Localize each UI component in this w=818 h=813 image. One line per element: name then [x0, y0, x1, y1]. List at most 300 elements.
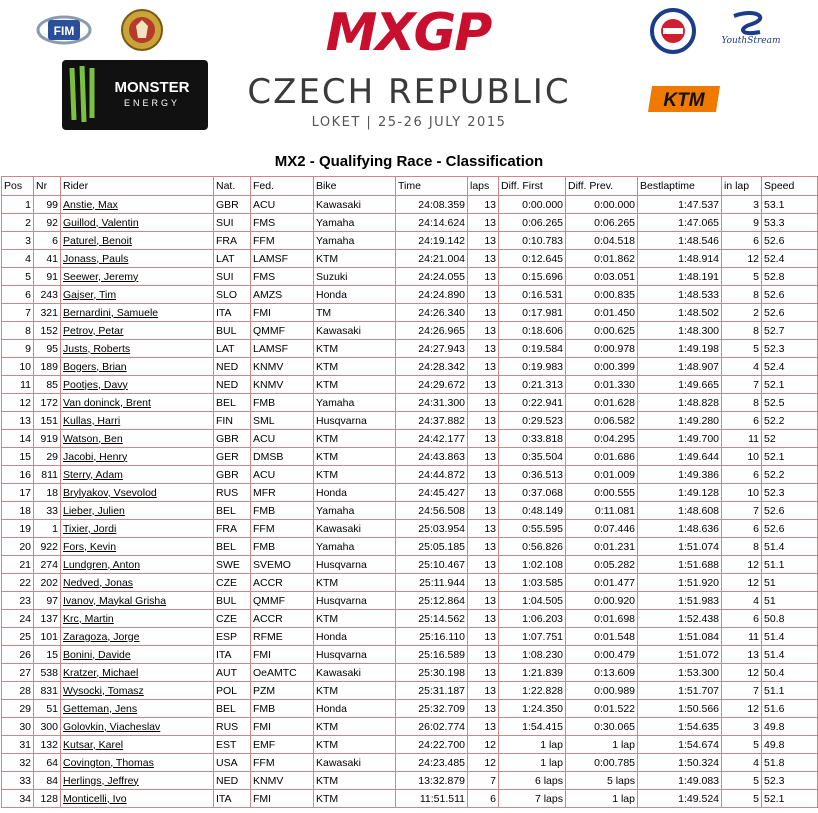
table-row [2, 772, 818, 790]
mxgp-logo [300, 6, 516, 56]
cell-in-lap: 10 [722, 484, 762, 502]
cell-pos: 4 [2, 250, 34, 268]
cell-nr: 99 [34, 196, 61, 214]
cell-nat: FRA [214, 520, 251, 538]
event-title: CZECH REPUBLIC [247, 72, 571, 112]
cell-laps: 13 [468, 718, 499, 736]
cell-diff-first: 0:35.504 [499, 448, 566, 466]
classification-table [1, 176, 818, 808]
cell-rider[interactable]: Golovkin, Viacheslav [61, 718, 214, 736]
svg-text:KTM: KTM [663, 90, 705, 111]
cell-speed: 52.8 [762, 268, 818, 286]
table-row [2, 394, 818, 412]
cell-laps: 12 [468, 754, 499, 772]
table-row [2, 196, 818, 214]
cell-time: 24:43.863 [396, 448, 468, 466]
cell-pos: 30 [2, 718, 34, 736]
cell-diff-prev: 0:00.625 [566, 322, 638, 340]
svg-text:ENERGY: ENERGY [123, 98, 181, 108]
cell-diff-prev: 0:01.548 [566, 628, 638, 646]
cell-diff-prev: 0:13.609 [566, 664, 638, 682]
cell-laps: 13 [468, 358, 499, 376]
table-row [2, 286, 818, 304]
column-header-bestlaptime: Bestlaptime [638, 177, 722, 196]
table-row [2, 574, 818, 592]
cell-nat: NED [214, 358, 251, 376]
cell-speed: 50.8 [762, 610, 818, 628]
cell-nr: 274 [34, 556, 61, 574]
cell-in-lap: 7 [722, 502, 762, 520]
cell-rider[interactable]: Seewer, Jeremy [61, 268, 214, 286]
cell-in-lap: 6 [722, 610, 762, 628]
cell-bestlaptime: 1:51.983 [638, 592, 722, 610]
cell-time: 24:22.700 [396, 736, 468, 754]
cell-nr: 128 [34, 790, 61, 808]
table-row [2, 736, 818, 754]
cell-fed: MFR [251, 484, 314, 502]
cell-diff-first: 0:33.818 [499, 430, 566, 448]
cell-speed: 53.1 [762, 196, 818, 214]
cell-time: 24:19.142 [396, 232, 468, 250]
cell-nr: 41 [34, 250, 61, 268]
cell-bestlaptime: 1:48.533 [638, 286, 722, 304]
cell-time: 24:28.342 [396, 358, 468, 376]
cell-in-lap: 12 [722, 700, 762, 718]
cell-pos: 33 [2, 772, 34, 790]
cell-fed: EMF [251, 736, 314, 754]
cell-pos: 8 [2, 322, 34, 340]
cell-rider[interactable]: Herlings, Jeffrey [61, 772, 214, 790]
cell-pos: 1 [2, 196, 34, 214]
cell-bike: Kawasaki [314, 664, 396, 682]
cell-nr: 18 [34, 484, 61, 502]
table-row [2, 628, 818, 646]
cell-diff-first: 0:37.068 [499, 484, 566, 502]
cell-fed: FFM [251, 754, 314, 772]
cell-pos: 24 [2, 610, 34, 628]
cell-rider[interactable]: Brylyakov, Vsevolod [61, 484, 214, 502]
table-row [2, 484, 818, 502]
cell-bike: Kawasaki [314, 196, 396, 214]
cell-speed: 53.3 [762, 214, 818, 232]
cell-fed: PZM [251, 682, 314, 700]
cell-pos: 29 [2, 700, 34, 718]
cell-rider[interactable]: Guillod, Valentin [61, 214, 214, 232]
cell-in-lap: 3 [722, 718, 762, 736]
cell-laps: 13 [468, 196, 499, 214]
youthstream-logo [716, 10, 786, 46]
cell-time: 24:45.427 [396, 484, 468, 502]
column-header-diff-prev: Diff. Prev. [566, 177, 638, 196]
cell-time: 11:51.511 [396, 790, 468, 808]
cell-rider[interactable]: Anstie, Max [61, 196, 214, 214]
cell-in-lap: 3 [722, 196, 762, 214]
cell-time: 25:03.954 [396, 520, 468, 538]
cell-rider[interactable]: Jacobi, Henry [61, 448, 214, 466]
cell-fed: FFM [251, 232, 314, 250]
cell-bestlaptime: 1:48.828 [638, 394, 722, 412]
cell-fed: LAMSF [251, 340, 314, 358]
cell-nat: SUI [214, 214, 251, 232]
cell-in-lap: 5 [722, 772, 762, 790]
table-row [2, 664, 818, 682]
cell-nat: CZE [214, 610, 251, 628]
cell-rider[interactable]: Pootjes, Davy [61, 376, 214, 394]
cell-nr: 97 [34, 592, 61, 610]
cell-rider[interactable]: Kutsar, Karel [61, 736, 214, 754]
cell-rider[interactable]: Watson, Ben [61, 430, 214, 448]
cell-rider[interactable]: Getteman, Jens [61, 700, 214, 718]
cell-bestlaptime: 1:48.636 [638, 520, 722, 538]
cell-bestlaptime: 1:52.438 [638, 610, 722, 628]
cell-bike: KTM [314, 448, 396, 466]
cell-nr: 95 [34, 340, 61, 358]
cell-in-lap: 2 [722, 304, 762, 322]
cell-diff-first: 0:17.981 [499, 304, 566, 322]
cell-rider[interactable]: Lundgren, Anton [61, 556, 214, 574]
cell-diff-first: 1:21.839 [499, 664, 566, 682]
cell-bestlaptime: 1:51.074 [638, 538, 722, 556]
cell-time: 24:21.004 [396, 250, 468, 268]
cell-diff-prev: 0:00.000 [566, 196, 638, 214]
cell-diff-first: 1:03.585 [499, 574, 566, 592]
cell-bike: Kawasaki [314, 322, 396, 340]
cell-nr: 101 [34, 628, 61, 646]
cell-laps: 13 [468, 502, 499, 520]
cell-time: 24:56.508 [396, 502, 468, 520]
monster-energy-logo [62, 60, 208, 130]
cell-diff-first: 0:10.783 [499, 232, 566, 250]
cell-speed: 52.6 [762, 304, 818, 322]
cell-diff-prev: 0:01.862 [566, 250, 638, 268]
cell-fed: FFM [251, 520, 314, 538]
cell-nat: GBR [214, 430, 251, 448]
cell-nat: BUL [214, 592, 251, 610]
cell-in-lap: 12 [722, 574, 762, 592]
cell-diff-prev: 0:05.282 [566, 556, 638, 574]
cell-bestlaptime: 1:49.644 [638, 448, 722, 466]
cell-rider[interactable]: Sterry, Adam [61, 466, 214, 484]
cell-nat: EST [214, 736, 251, 754]
cell-fed: FMI [251, 304, 314, 322]
cell-bike: Yamaha [314, 232, 396, 250]
cell-laps: 13 [468, 268, 499, 286]
cell-rider[interactable]: Bonini, Davide [61, 646, 214, 664]
cell-nat: BEL [214, 502, 251, 520]
cell-rider[interactable]: Petrov, Petar [61, 322, 214, 340]
cell-rider[interactable]: Kratzer, Michael [61, 664, 214, 682]
column-header-diff-first: Diff. First [499, 177, 566, 196]
cell-time: 25:32.709 [396, 700, 468, 718]
cell-rider[interactable]: Kullas, Harri [61, 412, 214, 430]
cell-time: 24:23.485 [396, 754, 468, 772]
table-row [2, 556, 818, 574]
cell-rider[interactable]: Zaragoza, Jorge [61, 628, 214, 646]
cell-speed: 51.4 [762, 538, 818, 556]
cell-diff-first: 1:08.230 [499, 646, 566, 664]
cell-in-lap: 7 [722, 682, 762, 700]
cell-diff-first: 1:02.108 [499, 556, 566, 574]
cell-rider[interactable]: Gajser, Tim [61, 286, 214, 304]
cell-bestlaptime: 1:48.191 [638, 268, 722, 286]
cell-diff-prev: 0:04.295 [566, 430, 638, 448]
cell-diff-prev: 5 laps [566, 772, 638, 790]
cell-diff-prev: 0:01.330 [566, 376, 638, 394]
cell-in-lap: 4 [722, 592, 762, 610]
cell-fed: FMB [251, 394, 314, 412]
cell-time: 24:26.340 [396, 304, 468, 322]
cell-in-lap: 13 [722, 646, 762, 664]
cell-in-lap: 11 [722, 430, 762, 448]
cell-bestlaptime: 1:49.128 [638, 484, 722, 502]
cell-in-lap: 10 [722, 448, 762, 466]
cell-laps: 13 [468, 376, 499, 394]
cell-nr: 132 [34, 736, 61, 754]
cell-bike: Husqvarna [314, 412, 396, 430]
cell-time: 25:11.944 [396, 574, 468, 592]
cell-nat: SLO [214, 286, 251, 304]
cell-rider[interactable]: Ivanov, Maykal Grisha [61, 592, 214, 610]
cell-rider[interactable]: Monticelli, Ivo [61, 790, 214, 808]
cell-bike: Honda [314, 484, 396, 502]
cell-diff-prev: 0:11.081 [566, 502, 638, 520]
cell-time: 25:16.589 [396, 646, 468, 664]
cell-pos: 2 [2, 214, 34, 232]
cell-rider[interactable]: Nedved, Jonas [61, 574, 214, 592]
cell-time: 24:42.177 [396, 430, 468, 448]
cell-speed: 52.3 [762, 340, 818, 358]
cell-diff-first: 1 lap [499, 754, 566, 772]
cell-nr: 189 [34, 358, 61, 376]
cell-bike: Kawasaki [314, 754, 396, 772]
cell-diff-first: 0:56.826 [499, 538, 566, 556]
cell-diff-first: 1:06.203 [499, 610, 566, 628]
cell-bike: Kawasaki [314, 520, 396, 538]
cell-diff-prev: 0:30.065 [566, 718, 638, 736]
cell-diff-prev: 0:01.231 [566, 538, 638, 556]
cell-speed: 52.4 [762, 250, 818, 268]
cell-in-lap: 5 [722, 790, 762, 808]
cell-time: 25:30.198 [396, 664, 468, 682]
cell-rider[interactable]: Lieber, Julien [61, 502, 214, 520]
table-row [2, 592, 818, 610]
cell-speed: 52.2 [762, 466, 818, 484]
svg-text:MXGP: MXGP [325, 6, 491, 56]
cell-bestlaptime: 1:48.502 [638, 304, 722, 322]
cell-nat: ITA [214, 646, 251, 664]
cell-bestlaptime: 1:54.635 [638, 718, 722, 736]
cell-fed: FMB [251, 502, 314, 520]
cell-rider[interactable]: Jonass, Pauls [61, 250, 214, 268]
fim-logo [36, 12, 92, 48]
cell-bestlaptime: 1:49.524 [638, 790, 722, 808]
cell-time: 25:14.562 [396, 610, 468, 628]
cell-bestlaptime: 1:53.300 [638, 664, 722, 682]
cell-nat: GER [214, 448, 251, 466]
table-row [2, 790, 818, 808]
cell-diff-first: 0:36.513 [499, 466, 566, 484]
cell-fed: SML [251, 412, 314, 430]
cell-rider[interactable]: Fors, Kevin [61, 538, 214, 556]
table-row [2, 538, 818, 556]
cell-time: 24:24.055 [396, 268, 468, 286]
cell-in-lap: 9 [722, 214, 762, 232]
cell-diff-prev: 0:06.582 [566, 412, 638, 430]
cell-diff-prev: 0:00.835 [566, 286, 638, 304]
cell-nr: 91 [34, 268, 61, 286]
cell-nr: 172 [34, 394, 61, 412]
cell-diff-first: 1 lap [499, 736, 566, 754]
cell-pos: 3 [2, 232, 34, 250]
cell-rider[interactable]: Van doninck, Brent [61, 394, 214, 412]
cell-rider[interactable]: Bogers, Brian [61, 358, 214, 376]
svg-text:YouthStream: YouthStream [721, 36, 781, 46]
cell-bestlaptime: 1:50.324 [638, 754, 722, 772]
table-row [2, 610, 818, 628]
cell-nr: 29 [34, 448, 61, 466]
cell-bike: KTM [314, 574, 396, 592]
cell-pos: 20 [2, 538, 34, 556]
column-header-bike: Bike [314, 177, 396, 196]
cell-laps: 13 [468, 232, 499, 250]
column-header-nr: Nr [34, 177, 61, 196]
cell-nr: 64 [34, 754, 61, 772]
cell-nat: SUI [214, 268, 251, 286]
cell-diff-first: 0:21.313 [499, 376, 566, 394]
cell-speed: 52.6 [762, 232, 818, 250]
column-header-in-lap: in lap [722, 177, 762, 196]
cell-bike: Yamaha [314, 394, 396, 412]
cell-nat: NED [214, 772, 251, 790]
cell-pos: 27 [2, 664, 34, 682]
cell-speed: 51.4 [762, 628, 818, 646]
cell-bike: KTM [314, 430, 396, 448]
cell-pos: 16 [2, 466, 34, 484]
cell-nr: 151 [34, 412, 61, 430]
cell-laps: 7 [468, 772, 499, 790]
cell-pos: 10 [2, 358, 34, 376]
cell-diff-prev: 0:01.009 [566, 466, 638, 484]
cell-fed: QMMF [251, 322, 314, 340]
cell-diff-first: 1:07.751 [499, 628, 566, 646]
cell-bestlaptime: 1:48.907 [638, 358, 722, 376]
cell-fed: LAMSF [251, 250, 314, 268]
cell-pos: 14 [2, 430, 34, 448]
cell-rider[interactable]: Justs, Roberts [61, 340, 214, 358]
cell-pos: 25 [2, 628, 34, 646]
column-header-rider: Rider [61, 177, 214, 196]
cell-bestlaptime: 1:51.920 [638, 574, 722, 592]
cell-nat: ESP [214, 628, 251, 646]
cell-nr: 92 [34, 214, 61, 232]
cell-rider[interactable]: Tixier, Jordi [61, 520, 214, 538]
cell-fed: FMI [251, 646, 314, 664]
cell-time: 24:24.890 [396, 286, 468, 304]
cell-laps: 13 [468, 592, 499, 610]
cell-speed: 51.8 [762, 754, 818, 772]
cell-nr: 6 [34, 232, 61, 250]
cell-diff-first: 0:29.523 [499, 412, 566, 430]
cell-fed: ACCR [251, 574, 314, 592]
page-header [0, 0, 818, 150]
cell-bike: KTM [314, 790, 396, 808]
cell-speed: 50.4 [762, 664, 818, 682]
cell-rider[interactable]: Wysocki, Tomasz [61, 682, 214, 700]
cell-rider[interactable]: Paturel, Benoit [61, 232, 214, 250]
cell-fed: DMSB [251, 448, 314, 466]
cell-in-lap: 7 [722, 376, 762, 394]
cell-bike: KTM [314, 250, 396, 268]
cell-rider[interactable]: Krc, Martin [61, 610, 214, 628]
cell-nr: 831 [34, 682, 61, 700]
cell-fed: ACU [251, 466, 314, 484]
cell-laps: 12 [468, 736, 499, 754]
cell-bike: KTM [314, 358, 396, 376]
cell-rider[interactable]: Bernardini, Samuele [61, 304, 214, 322]
table-row [2, 376, 818, 394]
cell-fed: ACCR [251, 610, 314, 628]
cell-diff-first: 1:04.505 [499, 592, 566, 610]
cell-speed: 52.1 [762, 448, 818, 466]
table-row [2, 232, 818, 250]
cell-bestlaptime: 1:49.700 [638, 430, 722, 448]
cell-bestlaptime: 1:49.386 [638, 466, 722, 484]
table-header-row [2, 177, 818, 196]
cell-laps: 13 [468, 448, 499, 466]
cell-fed: RFME [251, 628, 314, 646]
cell-diff-first: 7 laps [499, 790, 566, 808]
cell-nr: 919 [34, 430, 61, 448]
cell-pos: 34 [2, 790, 34, 808]
cell-nat: GBR [214, 196, 251, 214]
cell-time: 24:37.882 [396, 412, 468, 430]
cell-bestlaptime: 1:51.707 [638, 682, 722, 700]
cell-laps: 13 [468, 286, 499, 304]
cell-pos: 6 [2, 286, 34, 304]
cell-speed: 52 [762, 430, 818, 448]
cell-bike: Husqvarna [314, 556, 396, 574]
cell-speed: 52.5 [762, 394, 818, 412]
cell-nat: LAT [214, 250, 251, 268]
cell-nat: ITA [214, 790, 251, 808]
cell-speed: 51.6 [762, 700, 818, 718]
cell-rider[interactable]: Covington, Thomas [61, 754, 214, 772]
cell-time: 24:31.300 [396, 394, 468, 412]
cell-laps: 6 [468, 790, 499, 808]
cell-nat: USA [214, 754, 251, 772]
cell-in-lap: 6 [722, 412, 762, 430]
cell-bike: KTM [314, 718, 396, 736]
cell-time: 25:16.110 [396, 628, 468, 646]
cell-diff-first: 0:16.531 [499, 286, 566, 304]
svg-text:MONSTER: MONSTER [114, 79, 190, 96]
cell-in-lap: 5 [722, 268, 762, 286]
cell-fed: FMS [251, 268, 314, 286]
cell-nr: 300 [34, 718, 61, 736]
cell-bike: KTM [314, 772, 396, 790]
cell-fed: ACU [251, 196, 314, 214]
column-header-nat: Nat. [214, 177, 251, 196]
cell-nat: FRA [214, 232, 251, 250]
cell-time: 24:08.359 [396, 196, 468, 214]
cell-nat: BEL [214, 394, 251, 412]
cell-diff-prev: 0:00.479 [566, 646, 638, 664]
cell-bestlaptime: 1:49.280 [638, 412, 722, 430]
cell-fed: QMMF [251, 592, 314, 610]
cell-nat: ITA [214, 304, 251, 322]
table-row [2, 412, 818, 430]
cell-in-lap: 8 [722, 394, 762, 412]
